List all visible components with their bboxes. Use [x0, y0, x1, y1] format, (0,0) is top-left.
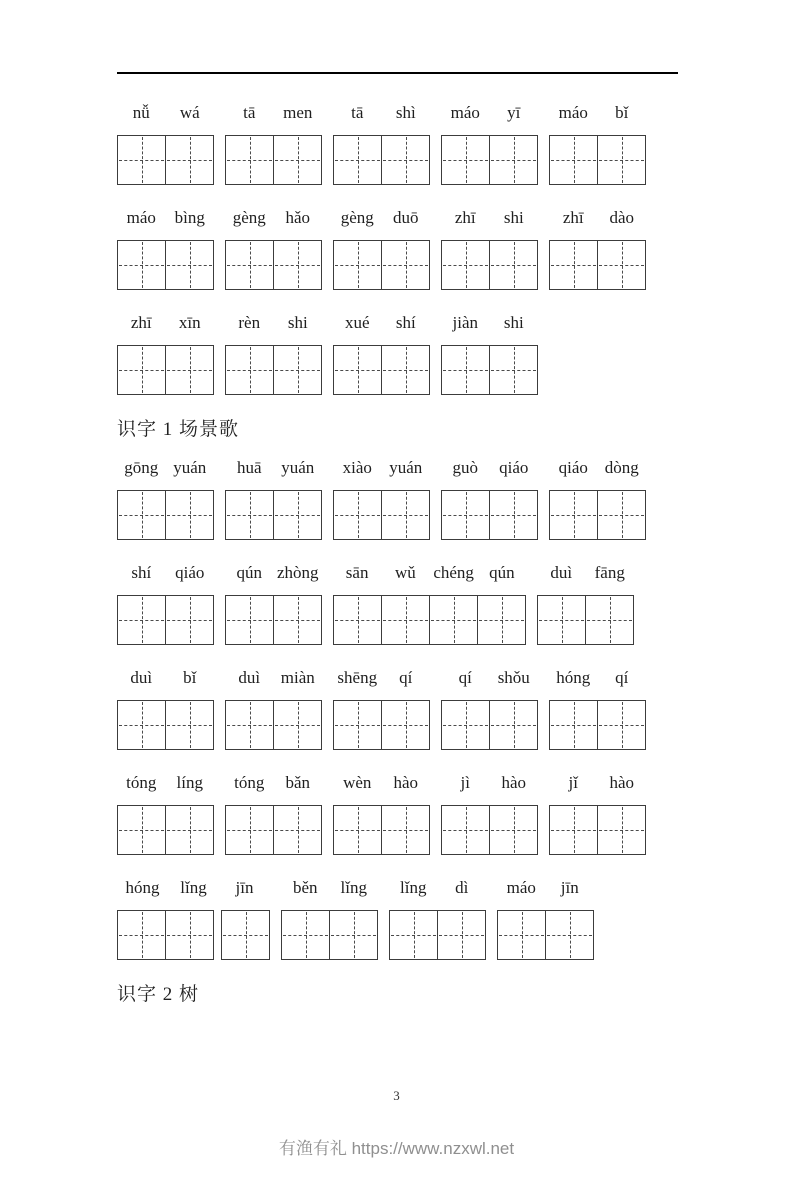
- writing-box: [273, 700, 322, 750]
- writing-box: [489, 345, 538, 395]
- writing-box: [117, 240, 166, 290]
- writing-box-group: [117, 805, 214, 855]
- pinyin-syllable: bǎn: [285, 773, 311, 792]
- word-row: [117, 457, 678, 540]
- pinyin-syllable: gōng: [124, 458, 159, 477]
- pinyin-label: [225, 207, 322, 229]
- writing-box: [333, 700, 382, 750]
- pinyin-syllable: jīn: [235, 878, 254, 897]
- section-heading: 识字 2 树: [117, 984, 200, 1005]
- pinyin-syllable: qí: [615, 668, 629, 687]
- writing-box: [597, 490, 646, 540]
- pinyin-syllable: duō: [393, 208, 419, 227]
- pinyin-label: [117, 877, 270, 899]
- writing-box: [489, 700, 538, 750]
- writing-box: [597, 135, 646, 185]
- pinyin-syllable: qiáo: [558, 458, 588, 477]
- writing-box: [225, 490, 274, 540]
- writing-box-group: [549, 700, 646, 750]
- pinyin-row: [117, 877, 678, 899]
- writing-box: [117, 135, 166, 185]
- pinyin-label: [441, 457, 538, 479]
- writing-box: [225, 805, 274, 855]
- writing-box: [117, 490, 166, 540]
- pinyin-syllable: shēng: [337, 668, 378, 687]
- box-row: [117, 700, 678, 750]
- writing-box-group: [441, 490, 538, 540]
- box-row: [117, 345, 678, 395]
- pinyin-label: [117, 207, 214, 229]
- writing-box-group: [441, 700, 538, 750]
- pinyin-syllable: guò: [452, 458, 478, 477]
- pinyin-syllable: jǐ: [568, 773, 578, 792]
- writing-box: [497, 910, 546, 960]
- content: [117, 72, 678, 1008]
- writing-box-group: [549, 135, 646, 185]
- pinyin-syllable: yuán: [389, 458, 423, 477]
- writing-box: [273, 805, 322, 855]
- pinyin-label: [441, 102, 538, 124]
- pinyin-label: [333, 102, 430, 124]
- writing-box-group: [389, 910, 486, 960]
- pinyin-syllable: miàn: [280, 668, 315, 687]
- writing-box: [381, 345, 430, 395]
- box-row: [117, 805, 678, 855]
- pinyin-syllable: líng: [176, 773, 203, 792]
- pinyin-row: [117, 667, 678, 689]
- writing-box: [273, 490, 322, 540]
- writing-box: [333, 805, 382, 855]
- pinyin-syllable: zhī: [130, 313, 152, 332]
- pinyin-syllable: dào: [609, 208, 635, 227]
- writing-box: [489, 490, 538, 540]
- writing-box: [549, 700, 598, 750]
- pinyin-label: [333, 667, 430, 689]
- writing-box: [225, 700, 274, 750]
- pinyin-syllable: hóng: [556, 668, 591, 687]
- writing-box: [549, 490, 598, 540]
- writing-box: [225, 135, 274, 185]
- pinyin-label: [117, 562, 214, 584]
- writing-box: [429, 595, 478, 645]
- writing-box: [333, 135, 382, 185]
- pinyin-syllable: duì: [130, 668, 153, 687]
- pinyin-syllable: fāng: [594, 563, 625, 582]
- writing-box-group: [117, 595, 214, 645]
- writing-box: [165, 345, 214, 395]
- word-row: [117, 877, 678, 960]
- pinyin-label: [537, 562, 634, 584]
- writing-box-group: [549, 240, 646, 290]
- writing-box-group: [333, 595, 526, 645]
- pinyin-row: [117, 102, 678, 124]
- pinyin-syllable: xiào: [342, 458, 372, 477]
- pinyin-syllable: qiáo: [499, 458, 529, 477]
- writing-box-group: [225, 490, 322, 540]
- pinyin-syllable: běn: [292, 878, 318, 897]
- word-row: [117, 312, 678, 395]
- pinyin-syllable: qún: [489, 563, 515, 582]
- pinyin-row: [117, 312, 678, 334]
- pinyin-syllable: yuán: [173, 458, 207, 477]
- pinyin-label: [549, 667, 646, 689]
- writing-box: [489, 240, 538, 290]
- box-row: [117, 490, 678, 540]
- pinyin-label: [117, 312, 214, 334]
- pinyin-label: [333, 562, 526, 584]
- writing-box: [333, 240, 382, 290]
- writing-box: [381, 490, 430, 540]
- pinyin-syllable: shi: [503, 313, 524, 332]
- pinyin-syllable: shǒu: [497, 668, 530, 687]
- worksheet-page: [0, 72, 793, 1194]
- pinyin-syllable: lǐng: [340, 878, 367, 897]
- writing-box-group: [333, 490, 430, 540]
- pinyin-label: [441, 772, 538, 794]
- pinyin-syllable: gèng: [232, 208, 266, 227]
- pinyin-syllable: sān: [345, 563, 369, 582]
- pinyin-syllable: bǐ: [615, 103, 629, 122]
- pinyin-syllable: máo: [126, 208, 156, 227]
- pinyin-label: [441, 312, 538, 334]
- pinyin-row: [117, 207, 678, 229]
- writing-box-group: [333, 135, 430, 185]
- writing-box: [549, 805, 598, 855]
- pinyin-label: [225, 102, 322, 124]
- writing-box-group: [117, 135, 214, 185]
- pinyin-syllable: máo: [506, 878, 536, 897]
- pinyin-label: [441, 667, 538, 689]
- pinyin-label: [549, 102, 646, 124]
- writing-box: [597, 240, 646, 290]
- writing-box: [381, 240, 430, 290]
- writing-box: [333, 595, 382, 645]
- pinyin-syllable: hào: [501, 773, 527, 792]
- writing-box: [165, 595, 214, 645]
- pinyin-syllable: tā: [351, 103, 364, 122]
- page-number: 3: [393, 1088, 400, 1103]
- writing-box-group: [497, 910, 594, 960]
- writing-box: [441, 135, 490, 185]
- writing-box: [225, 240, 274, 290]
- writing-box: [333, 490, 382, 540]
- word-row: [117, 772, 678, 855]
- pinyin-label: [333, 312, 430, 334]
- pinyin-syllable: hǎo: [285, 208, 311, 227]
- pinyin-label: [497, 877, 594, 899]
- writing-box: [597, 805, 646, 855]
- writing-box: [117, 595, 166, 645]
- writing-box: [585, 595, 634, 645]
- pinyin-row: [117, 457, 678, 479]
- pinyin-syllable: duì: [238, 668, 261, 687]
- writing-box-group: [225, 805, 322, 855]
- writing-box: [273, 345, 322, 395]
- pinyin-label: [225, 312, 322, 334]
- writing-box: [389, 910, 438, 960]
- pinyin-label: [281, 877, 378, 899]
- writing-box: [165, 700, 214, 750]
- writing-box: [477, 595, 526, 645]
- pinyin-label: [441, 207, 538, 229]
- pinyin-row: [117, 562, 678, 584]
- pinyin-label: [549, 457, 646, 479]
- writing-box: [273, 240, 322, 290]
- pinyin-label: [117, 457, 214, 479]
- writing-box: [165, 135, 214, 185]
- pinyin-label: [333, 457, 430, 479]
- writing-box: [441, 345, 490, 395]
- pinyin-syllable: shí: [131, 563, 152, 582]
- writing-box-group: [441, 345, 538, 395]
- pinyin-syllable: men: [283, 103, 313, 122]
- section-heading: 识字 1 场景歌: [117, 419, 240, 440]
- writing-box-group: [441, 240, 538, 290]
- pinyin-label: [117, 667, 214, 689]
- writing-box: [117, 345, 166, 395]
- writing-box-group: [117, 910, 270, 960]
- writing-box: [117, 805, 166, 855]
- pinyin-syllable: huā: [236, 458, 262, 477]
- writing-box: [381, 700, 430, 750]
- writing-box: [165, 805, 214, 855]
- pinyin-syllable: wǔ: [394, 563, 416, 582]
- pinyin-syllable: tóng: [234, 773, 265, 792]
- writing-box-group: [117, 490, 214, 540]
- writing-box: [273, 135, 322, 185]
- writing-box: [225, 595, 274, 645]
- writing-box-group: [549, 490, 646, 540]
- pinyin-label: [389, 877, 486, 899]
- writing-box: [117, 910, 166, 960]
- pinyin-syllable: hào: [609, 773, 635, 792]
- writing-box-group: [225, 135, 322, 185]
- writing-box-group: [225, 595, 322, 645]
- pinyin-label: [225, 772, 322, 794]
- pinyin-label: [549, 207, 646, 229]
- writing-box: [165, 490, 214, 540]
- pinyin-syllable: bǐ: [183, 668, 197, 687]
- pinyin-syllable: shi: [503, 208, 524, 227]
- pinyin-label: [549, 772, 646, 794]
- pinyin-syllable: dòng: [604, 458, 639, 477]
- box-row: [117, 240, 678, 290]
- writing-box: [441, 490, 490, 540]
- pinyin-syllable: máo: [558, 103, 588, 122]
- writing-box-group: [333, 700, 430, 750]
- pinyin-syllable: jì: [460, 773, 470, 792]
- pinyin-syllable: shí: [395, 313, 416, 332]
- pinyin-syllable: gèng: [340, 208, 374, 227]
- writing-box-group: [441, 805, 538, 855]
- pinyin-row: [117, 772, 678, 794]
- writing-box-group: [441, 135, 538, 185]
- pinyin-syllable: shi: [287, 313, 308, 332]
- writing-box-group: [225, 240, 322, 290]
- word-row: [117, 207, 678, 290]
- writing-box: [333, 345, 382, 395]
- writing-box: [489, 135, 538, 185]
- writing-box-group: [225, 700, 322, 750]
- pinyin-syllable: xīn: [178, 313, 201, 332]
- writing-box: [165, 910, 214, 960]
- pinyin-syllable: qí: [399, 668, 413, 687]
- writing-box: [281, 910, 330, 960]
- page-top-rule: [117, 72, 678, 74]
- pinyin-syllable: máo: [450, 103, 480, 122]
- footer-link[interactable]: 有渔有礼 https://www.nzxwl.net: [278, 1139, 515, 1158]
- pinyin-syllable: lǐng: [180, 878, 207, 897]
- writing-box: [537, 595, 586, 645]
- pinyin-syllable: bìng: [174, 208, 205, 227]
- box-row: [117, 910, 678, 960]
- writing-box: [441, 700, 490, 750]
- writing-box: [549, 240, 598, 290]
- pinyin-syllable: shì: [395, 103, 416, 122]
- pinyin-syllable: wá: [179, 103, 200, 122]
- pinyin-label: [333, 207, 430, 229]
- pinyin-label: [117, 772, 214, 794]
- pinyin-syllable: lǐng: [400, 878, 427, 897]
- pinyin-syllable: qiáo: [175, 563, 205, 582]
- word-row: [117, 667, 678, 750]
- pinyin-syllable: dì: [455, 878, 469, 897]
- pinyin-syllable: tā: [243, 103, 256, 122]
- writing-box: [273, 595, 322, 645]
- writing-box-group: [225, 345, 322, 395]
- pinyin-syllable: hào: [393, 773, 419, 792]
- pinyin-syllable: chéng: [433, 563, 474, 582]
- writing-box: [381, 805, 430, 855]
- pinyin-syllable: qún: [236, 563, 262, 582]
- writing-box-group: [333, 240, 430, 290]
- box-row: [117, 135, 678, 185]
- box-row: [117, 595, 678, 645]
- writing-box: [117, 700, 166, 750]
- writing-box: [165, 240, 214, 290]
- writing-box: [441, 240, 490, 290]
- pinyin-syllable: zhòng: [276, 563, 319, 582]
- writing-box-group: [537, 595, 634, 645]
- writing-box: [437, 910, 486, 960]
- writing-box: [489, 805, 538, 855]
- pinyin-label: [117, 102, 214, 124]
- pinyin-syllable: duì: [550, 563, 573, 582]
- writing-box-group: [333, 805, 430, 855]
- pinyin-syllable: qí: [458, 668, 472, 687]
- pinyin-syllable: zhī: [562, 208, 584, 227]
- writing-box-group: [549, 805, 646, 855]
- writing-box-group: [281, 910, 378, 960]
- writing-box-group: [117, 700, 214, 750]
- pinyin-label: [333, 772, 430, 794]
- writing-box: [597, 700, 646, 750]
- pinyin-syllable: jiàn: [452, 313, 478, 332]
- pinyin-syllable: yī: [507, 103, 521, 122]
- writing-box: [225, 345, 274, 395]
- writing-box: [441, 805, 490, 855]
- pinyin-label: [225, 457, 322, 479]
- word-row: [117, 102, 678, 185]
- pinyin-syllable: zhī: [454, 208, 476, 227]
- writing-box: [221, 910, 270, 960]
- pinyin-syllable: nǚ: [132, 103, 150, 122]
- pinyin-syllable: wèn: [343, 773, 372, 792]
- writing-box-group: [117, 345, 214, 395]
- pinyin-label: [225, 562, 322, 584]
- pinyin-syllable: hóng: [125, 878, 160, 897]
- writing-box: [381, 135, 430, 185]
- writing-box: [381, 595, 430, 645]
- pinyin-syllable: jīn: [560, 878, 579, 897]
- word-row: [117, 562, 678, 645]
- writing-box: [545, 910, 594, 960]
- writing-box: [329, 910, 378, 960]
- writing-box-group: [333, 345, 430, 395]
- pinyin-label: [225, 667, 322, 689]
- pinyin-syllable: tóng: [126, 773, 157, 792]
- pinyin-syllable: xué: [344, 313, 370, 332]
- pinyin-syllable: yuán: [281, 458, 315, 477]
- pinyin-syllable: rèn: [238, 313, 261, 332]
- writing-box-group: [117, 240, 214, 290]
- writing-box: [549, 135, 598, 185]
